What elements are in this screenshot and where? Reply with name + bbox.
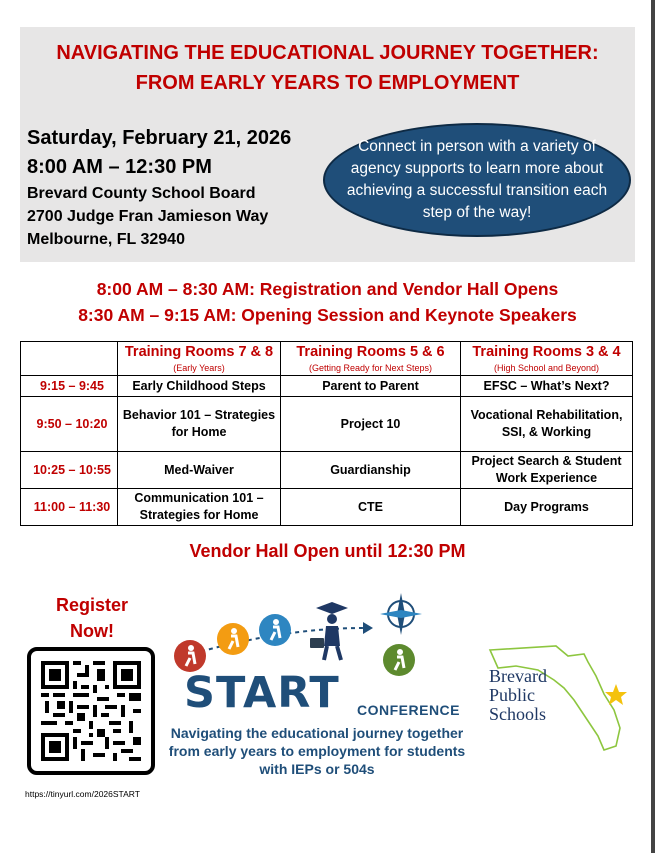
session-cell: Med-Waiver <box>118 452 281 489</box>
table-header-row <box>21 342 633 376</box>
session-cell: Communication 101 – Strategies for Home <box>118 489 281 526</box>
schedule-opening: 8:30 AM – 9:15 AM: Opening Session and Keynote Speakers <box>78 305 577 325</box>
schedule-registration: 8:00 AM – 8:30 AM: Registration and Vendor Hall Opens <box>96 279 559 299</box>
event-title <box>20 38 635 98</box>
session-cell: Project Search & Student Work Experience <box>461 452 633 489</box>
callout-oval <box>323 123 631 237</box>
event-details <box>27 124 291 251</box>
session-time: 10:25 – 10:55 <box>21 452 118 489</box>
graduate-with-briefcase-icon <box>310 602 348 660</box>
vendor-hall-notice: Vendor Hall Open until 12:30 PM <box>189 541 466 561</box>
session-time: 9:50 – 10:20 <box>21 397 118 452</box>
session-cell: Vocational Rehabilitation, SSI, & Working <box>461 397 633 452</box>
room-name: Training Rooms 3 & 4 <box>472 344 621 360</box>
event-date: Saturday, February 21, 2026 <box>27 127 292 149</box>
room-name: Training Rooms 7 & 8 <box>124 344 274 360</box>
register-line-1: Register <box>55 595 129 615</box>
title-line-2: FROM EARLY YEARS TO EMPLOYMENT <box>135 72 520 94</box>
room-audience: (Getting Ready for Next Steps) <box>308 363 433 373</box>
session-cell: Parent to Parent <box>281 376 461 397</box>
column-header <box>118 342 281 376</box>
register-line-2: Now! <box>70 621 114 641</box>
session-cell: CTE <box>281 489 461 526</box>
column-header <box>461 342 633 376</box>
callout-text: Connect in person with a variety of agency supports to learn more about achieving a successful transition each step of the way! <box>346 138 608 221</box>
session-time: 9:15 – 9:45 <box>21 376 118 397</box>
compass-rose-icon <box>380 593 422 635</box>
session-cell: Guardianship <box>281 452 461 489</box>
event-time: 8:00 AM – 12:30 PM <box>27 156 212 178</box>
bps-line-2: Public <box>489 685 536 705</box>
venue-street: 2700 Judge Fran Jamieson Way <box>27 208 269 225</box>
room-audience: (Early Years) <box>173 363 225 373</box>
venue-city: Melbourne, FL 32940 <box>27 231 185 248</box>
table-row <box>21 489 633 526</box>
session-cell: Behavior 101 – Strategies for Home <box>118 397 281 452</box>
table-row <box>21 397 633 452</box>
title-line-1: NAVIGATING THE EDUCATIONAL JOURNEY TOGETHER: <box>56 42 599 64</box>
room-name: Training Rooms 5 & 6 <box>296 344 445 360</box>
session-time: 11:00 – 11:30 <box>21 489 118 526</box>
start-tagline: Navigating the educational journey together from early years to employment for students with IEPs or 504s <box>168 725 466 777</box>
room-audience: (High School and Beyond) <box>493 363 600 373</box>
qr-code-icon <box>41 661 141 761</box>
session-cell: Project 10 <box>281 397 461 452</box>
bps-line-1: Brevard <box>489 666 547 686</box>
registration-url[interactable]: https://tinyurl.com/2026START <box>25 789 140 799</box>
venue-name: Brevard County School Board <box>27 185 256 202</box>
registration-qr-code[interactable] <box>27 647 155 775</box>
session-table <box>20 341 633 526</box>
bps-line-3: Schools <box>489 704 547 724</box>
table-row <box>21 452 633 489</box>
conference-wordmark: CONFERENCE <box>357 702 461 718</box>
table-row <box>21 376 633 397</box>
stage-circle-blue-icon <box>259 614 291 646</box>
stage-circle-green-icon <box>383 644 415 676</box>
arrow-icon <box>363 622 373 634</box>
stage-circle-orange-icon <box>217 623 249 655</box>
start-wordmark: START <box>184 668 340 718</box>
session-cell: Early Childhood Steps <box>118 376 281 397</box>
register-heading <box>28 592 156 644</box>
bps-wordmark <box>489 667 547 724</box>
table-corner-cell <box>21 342 118 376</box>
session-cell: Day Programs <box>461 489 633 526</box>
session-cell: EFSC – What’s Next? <box>461 376 633 397</box>
column-header <box>281 342 461 376</box>
header-panel <box>20 27 635 262</box>
